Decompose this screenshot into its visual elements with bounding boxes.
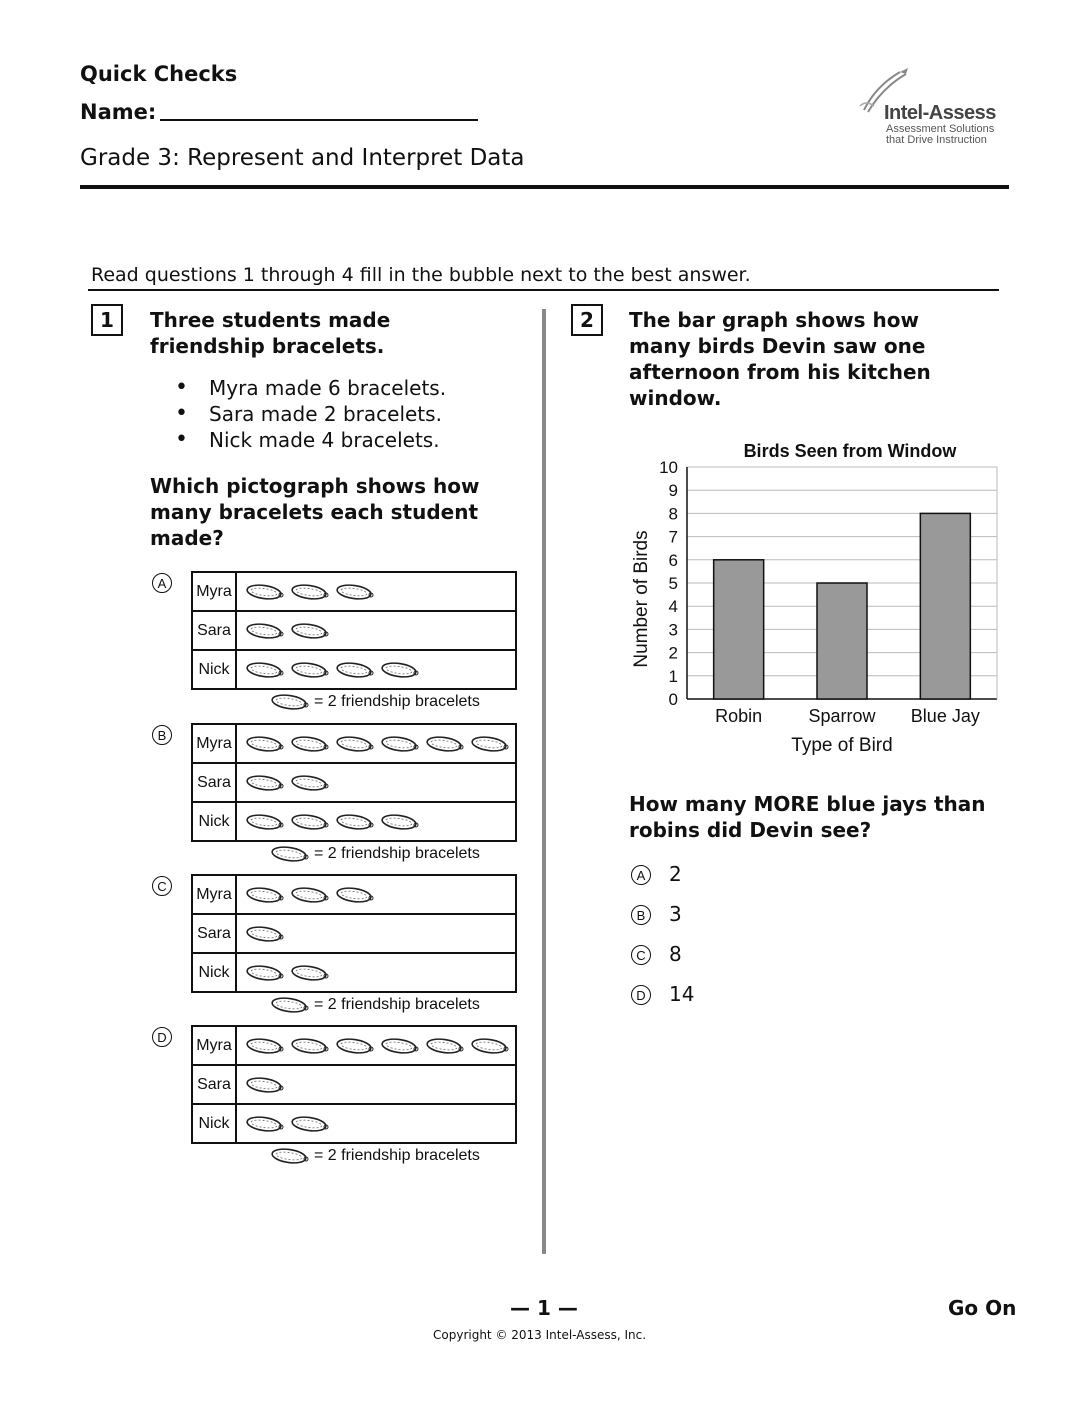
- x-tick-label: Blue Jay: [910, 706, 980, 726]
- bracelet-icon: [268, 994, 312, 1016]
- bracelet-icon: [333, 1035, 377, 1057]
- quick-checks-title: Quick Checks: [80, 62, 238, 86]
- copyright: Copyright © 2013 Intel-Assess, Inc.: [433, 1328, 647, 1342]
- bracelet-icon: [333, 811, 377, 833]
- student-name: Sara: [193, 764, 237, 801]
- bracelet-icon: [288, 1035, 332, 1057]
- pictograph-key: [268, 691, 480, 713]
- list-item: • Nick made 4 bracelets.: [175, 427, 440, 452]
- logo-tagline-1: Assessment Solutions: [886, 123, 995, 135]
- key-text: = 2 friendship bracelets: [314, 845, 480, 862]
- student-name: Nick: [193, 954, 237, 991]
- bracelet-icon: [243, 581, 287, 603]
- bracelet-icon: [243, 772, 287, 794]
- table-row: [193, 803, 515, 840]
- instructions: Read questions 1 through 4 fill in the bubble next to the best answer.: [91, 264, 751, 286]
- table-row: [193, 1066, 515, 1105]
- option-a-bubble[interactable]: A: [152, 573, 172, 593]
- table-row: [193, 915, 515, 954]
- bracelet-icon: [268, 1145, 312, 1167]
- bar-robin: [714, 560, 764, 699]
- y-tick-label: 1: [668, 666, 678, 686]
- pictograph-option-b: [191, 723, 517, 842]
- answer-c-bubble[interactable]: C: [631, 945, 651, 965]
- answer-b-text: 3: [669, 902, 682, 926]
- answer-a-text: 2: [669, 862, 682, 886]
- bracelet-icon: [288, 962, 332, 984]
- table-row: [193, 954, 515, 991]
- x-tick-label: Sparrow: [808, 706, 876, 726]
- pictograph-option-d: [191, 1025, 517, 1144]
- bracelet-icon: [243, 923, 287, 945]
- y-tick-label: 6: [668, 550, 678, 570]
- y-tick-label: 7: [668, 527, 678, 547]
- student-name: Myra: [193, 573, 237, 610]
- bracelet-icons: [237, 1066, 515, 1103]
- instructions-rule: [88, 289, 999, 291]
- question-2-prompt: The bar graph shows how many birds Devin saw one afternoon from his kitchen window.: [629, 308, 931, 410]
- bar-sparrow: [817, 583, 867, 699]
- go-on-label: Go On: [948, 1296, 1017, 1320]
- answer-b-bubble[interactable]: B: [631, 905, 651, 925]
- student-name: Nick: [193, 1105, 237, 1142]
- list-item: • Myra made 6 bracelets.: [175, 375, 447, 400]
- table-row: [193, 651, 515, 688]
- column-divider: [542, 309, 546, 1254]
- student-name: Nick: [193, 651, 237, 688]
- list-item: • Sara made 2 bracelets.: [175, 401, 442, 426]
- bracelet-icon: [288, 772, 332, 794]
- bracelet-icon: [423, 733, 467, 755]
- question-1-number: 1: [91, 304, 123, 336]
- bracelet-icons: [237, 1027, 515, 1064]
- bracelet-icon: [333, 884, 377, 906]
- bracelet-icon: [288, 1113, 332, 1135]
- bracelet-icons: [237, 954, 515, 991]
- bracelet-icon: [243, 1074, 287, 1096]
- bracelet-icon: [468, 733, 512, 755]
- bracelet-icons: [237, 651, 515, 688]
- bracelet-icons: [237, 876, 515, 913]
- y-tick-label: 0: [668, 690, 678, 709]
- bar-blue-jay: [920, 513, 970, 699]
- bracelet-icon: [288, 620, 332, 642]
- y-tick-label: 5: [668, 574, 678, 593]
- bracelet-icon: [378, 811, 422, 833]
- grade-title: Grade 3: Represent and Interpret Data: [80, 145, 525, 171]
- table-row: [193, 1105, 515, 1142]
- table-row: [193, 1027, 515, 1066]
- bracelet-icon: [378, 659, 422, 681]
- student-name: Myra: [193, 1027, 237, 1064]
- bracelet-icon: [333, 659, 377, 681]
- table-row: [193, 573, 515, 612]
- student-name: Myra: [193, 725, 237, 762]
- key-text: = 2 friendship bracelets: [314, 693, 480, 710]
- student-name: Nick: [193, 803, 237, 840]
- question-1-bullets: [175, 375, 446, 453]
- chart-title: Birds Seen from Window: [743, 441, 957, 461]
- bracelet-icons: [237, 803, 515, 840]
- bar-chart: [620, 432, 1010, 762]
- bracelet-icon: [333, 581, 377, 603]
- table-row: [193, 725, 515, 764]
- answer-d-bubble[interactable]: D: [631, 985, 651, 1005]
- table-row: [193, 764, 515, 803]
- x-tick-label: Robin: [715, 706, 763, 726]
- answer-c-text: 8: [669, 942, 682, 966]
- bracelet-icons: [237, 1105, 515, 1142]
- bracelet-icon: [288, 733, 332, 755]
- bracelet-icons: [237, 725, 515, 762]
- bracelet-icons: [237, 573, 515, 610]
- page-number: — 1 —: [510, 1296, 578, 1320]
- y-tick-label: 4: [668, 597, 678, 617]
- y-tick-label: 2: [668, 643, 678, 663]
- bracelet-icon: [333, 733, 377, 755]
- bracelet-icon: [468, 1035, 512, 1057]
- logo-tagline-2: that Drive Instruction: [886, 134, 987, 146]
- bracelet-icon: [268, 843, 312, 865]
- bracelet-icon: [243, 811, 287, 833]
- pictograph-key: [268, 843, 480, 865]
- pictograph-key: [268, 994, 480, 1016]
- option-c-bubble[interactable]: C: [152, 876, 172, 896]
- logo-brand: Intel-Assess: [884, 102, 996, 124]
- table-row: [193, 876, 515, 915]
- student-name: Sara: [193, 1066, 237, 1103]
- key-text: = 2 friendship bracelets: [314, 996, 480, 1013]
- pictograph-key: [268, 1145, 480, 1167]
- name-input-line[interactable]: [160, 119, 478, 121]
- bracelet-icons: [237, 915, 515, 952]
- name-label: Name:: [80, 100, 157, 124]
- question-1-prompt: Three students made friendship bracelets.: [150, 308, 391, 358]
- student-name: Myra: [193, 876, 237, 913]
- option-d-bubble[interactable]: D: [152, 1027, 172, 1047]
- bracelet-icon: [243, 620, 287, 642]
- pictograph-option-a: [191, 571, 517, 690]
- bracelet-icon: [423, 1035, 467, 1057]
- table-row: [193, 612, 515, 651]
- bracelet-icon: [378, 733, 422, 755]
- y-tick-label: 10: [659, 458, 678, 477]
- question-2-question: How many MORE blue jays than robins did Devin see?: [629, 792, 986, 842]
- y-tick-label: 8: [668, 504, 678, 524]
- key-text: = 2 friendship bracelets: [314, 1147, 480, 1164]
- answer-a-bubble[interactable]: A: [631, 865, 651, 885]
- student-name: Sara: [193, 612, 237, 649]
- bracelet-icon: [288, 884, 332, 906]
- bracelet-icon: [243, 659, 287, 681]
- pictograph-option-c: [191, 874, 517, 993]
- header-rule: [80, 185, 1009, 189]
- question-1-question: Which pictograph shows how many bracelets each student made?: [150, 474, 480, 550]
- bracelet-icon: [243, 1035, 287, 1057]
- option-b-bubble[interactable]: B: [152, 725, 172, 745]
- y-tick-label: 9: [668, 481, 678, 501]
- answer-d-text: 14: [669, 982, 695, 1006]
- bracelet-icons: [237, 764, 515, 801]
- bracelet-icon: [243, 962, 287, 984]
- bracelet-icon: [243, 733, 287, 755]
- bracelet-icon: [378, 1035, 422, 1057]
- student-name: Sara: [193, 915, 237, 952]
- bracelet-icon: [288, 811, 332, 833]
- y-axis-label: Number of Birds: [631, 530, 652, 668]
- bracelet-icon: [243, 1113, 287, 1135]
- question-2-number: 2: [571, 304, 603, 336]
- bracelet-icon: [288, 659, 332, 681]
- y-tick-label: 3: [668, 620, 678, 640]
- bracelet-icon: [288, 581, 332, 603]
- x-axis-label: Type of Bird: [791, 735, 893, 756]
- bracelet-icon: [243, 884, 287, 906]
- intel-assess-logo: [852, 66, 1012, 150]
- bracelet-icon: [268, 691, 312, 713]
- bracelet-icons: [237, 612, 515, 649]
